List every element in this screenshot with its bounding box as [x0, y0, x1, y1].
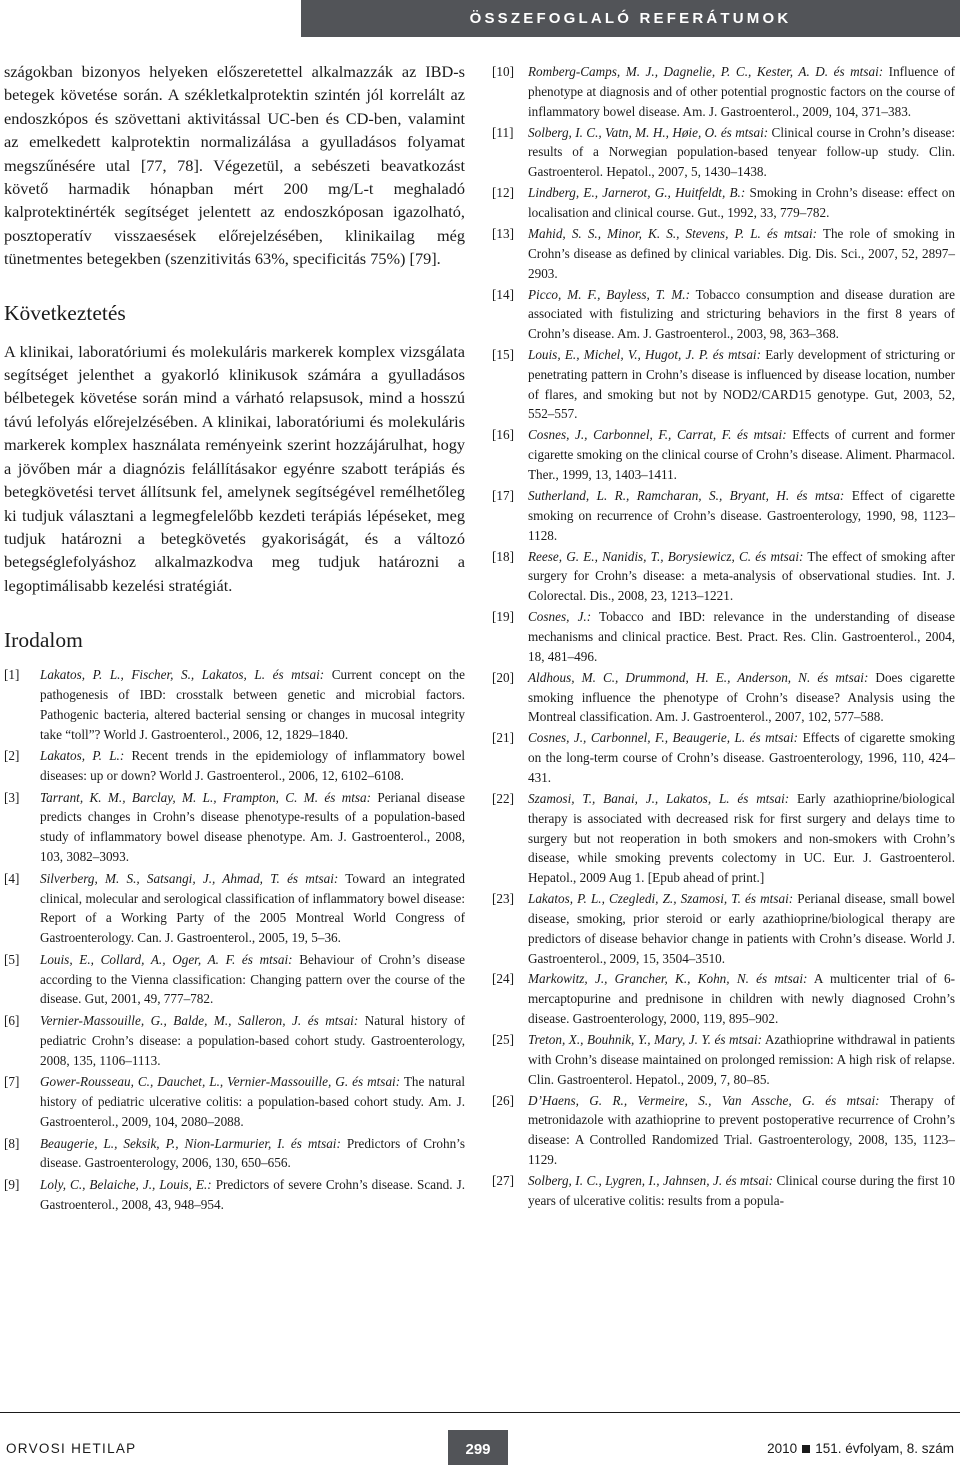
- reference-list-right: [492, 62, 955, 1211]
- reference-text: Behaviour of Crohn’s disease according to the Vienna classification: Changing pattern over the course of the disease. Gut, 2001, 49, 777–782.: [40, 951, 465, 1007]
- reference-text: Azathioprine withdrawal in patients with Crohn’s disease maintained on prolonged remission: A high risk of relapse. Clin. Gastroenterol. Hepatol., 2009, 7, 80–85.: [528, 1032, 955, 1087]
- left-column: [4, 60, 465, 1217]
- reference-item: [492, 345, 955, 424]
- reference-item: [4, 1175, 465, 1215]
- reference-number: [1]: [4, 667, 20, 683]
- reference-number: [27]: [492, 1173, 514, 1189]
- reference-text: A multicenter trial of 6-mercaptopurine and prednisone in children with newly diagnosed Crohn’s disease. Gastroenterology, 2000, 119, 895–902.: [528, 971, 956, 1027]
- reference-text: Perianal disease, small bowel disease, smoking, prior steroid or early azathioprine/biological therapy are predictors of disease behavior change in patients with Crohn’s disease. World J. Gastroenterol., 2009, 15, 3504–3510.: [528, 891, 955, 966]
- reference-item: [492, 62, 955, 121]
- conclusion-paragraph: A klinikai, laboratóriumi és molekuláris markerek komplex vizsgálata segítséget jelenthet a gyakorló klinikusok számára a gyulladásos bélbetegek követése során mind a várható relapsusok, mind a hosszú távú lefolyás előrejelzésében. A klinikai, laboratóriumi és molekuláris markerek komplex használata reményeink szerint hozzájárulhat, hogy a jövőben már a diagnózis felállításakor egyénre szabott terápiás és betegkövetési tervet állítsunk fel, amelynek segítségével remélhetőleg ki tudjuk választani a legmegfelelőbb kezdeti terápiás lépéseket, meg tudjuk határozni a betegkövetés gyakoriságát, és a változó betegséglefolyáshoz alkalmazkodva meg tudjuk határozni a legoptimálisabb kezelési stratégiát.: [4, 341, 465, 595]
- journal-name: ORVOSI HETILAP: [6, 1441, 137, 1456]
- reference-authors: Mahid, S. S., Minor, K. S., Stevens, P. L. és mtsai:: [528, 225, 818, 241]
- reference-number: [24]: [492, 971, 514, 987]
- reference-number: [18]: [492, 548, 514, 564]
- reference-item: [4, 788, 465, 867]
- reference-text: Smoking in Crohn’s disease: effect on localisation and clinical course. Gut., 1992, 33, 779–782.: [528, 185, 955, 220]
- reference-item: [492, 789, 955, 888]
- reference-number: [16]: [492, 427, 514, 443]
- reference-text: Does cigarette smoking influence the phenotype of Crohn’s disease? Analysis using the Montreal classification. Am. J. Gastroenterol., 2007, 102, 577–588.: [528, 669, 955, 725]
- reference-number: [6]: [4, 1013, 20, 1029]
- reference-authors: Beaugerie, L., Seksik, P., Nion-Larmurier, I. és mtsai:: [40, 1135, 341, 1151]
- reference-number: [14]: [492, 286, 514, 302]
- reference-number: [5]: [4, 951, 20, 967]
- reference-authors: Loly, C., Belaiche, J., Louis, E.:: [40, 1177, 212, 1193]
- reference-item: [492, 969, 955, 1028]
- reference-authors: Solberg, I. C., Vatn, M. H., Høie, O. és mtsai:: [528, 124, 769, 140]
- reference-text: Perianal disease predicts changes in Crohn’s disease phenotype-results of a population-based study of inflammatory bowel disease phenotype. Am. J. Gastroenterol., 2008, 103, 3082–3093.: [40, 789, 465, 865]
- reference-text: Predictors of Crohn’s disease. Gastroenterology, 2006, 130, 650–656.: [40, 1135, 465, 1171]
- reference-number: [10]: [492, 64, 514, 79]
- reference-item: [4, 1134, 465, 1174]
- reference-authors: Aldhous, M. C., Drummond, H. E., Anderson, N. és mtsai:: [528, 669, 869, 685]
- reference-text: Tobacco and IBD: relevance in the understanding of disease mechanisms and clinical practice. Best. Pract. Res. Clin. Gastroenterol., 2004, 18, 481–496.: [528, 609, 955, 664]
- issue-info: [767, 1441, 954, 1456]
- reference-item: [4, 869, 465, 948]
- section-header: ÖSSZEFOGLALÓ REFERÁTUMOK: [301, 0, 960, 37]
- reference-item: [492, 607, 955, 666]
- reference-text: Predictors of severe Crohn’s disease. Scand. J. Gastroenterol., 2008, 43, 948–954.: [40, 1177, 466, 1212]
- reference-authors: Romberg-Camps, M. J., Dagnelie, P. C., Kester, A. D. és mtsai:: [528, 64, 884, 79]
- reference-item: [492, 728, 955, 787]
- reference-text: Early development of stricturing or penetrating pattern in Crohn’s disease is influenced by disease location, number of flares, and smoking but not by NOD2/CARD15 genotype. Gut, 2003, 52, 552–557.: [528, 347, 955, 422]
- reference-authors: Lakatos, P. L., Czegledi, Z., Szamosi, T. és mtsai:: [528, 891, 794, 907]
- reference-authors: Louis, E., Michel, V., Hugot, J. P. és mtsai:: [528, 347, 761, 363]
- reference-text: Current concept on the pathogenesis of IBD: crosstalk between genetic and microbial factors. Pathogenic bacteria, altered bacterial sensing or changes in mucosal integrity take “toll”? World J. Gastroenterol., 2006, 12, 1829–1840.: [40, 667, 465, 742]
- reference-number: [11]: [492, 124, 514, 140]
- reference-authors: Sutherland, L. R., Ramcharan, S., Bryant, H. és mtsa:: [528, 488, 845, 504]
- reference-number: [22]: [492, 790, 514, 806]
- reference-text: Toward an integrated clinical, molecular and serological classification of inflammatory bowel disease: Report of a Working Party of the 2005 Montreal World Congress of Gastroenterology. Can. J. Gastroenterol., 2005, 19, 5–36.: [40, 870, 466, 946]
- reference-item: [492, 183, 955, 223]
- reference-number: [21]: [492, 730, 514, 746]
- reference-number: [25]: [492, 1032, 514, 1048]
- reference-authors: Vernier-Massouille, G., Balde, M., Salleron, J. és mtsai:: [40, 1013, 359, 1029]
- reference-text: Therapy of metronidazole with azathioprine to prevent postoperative recurrence of Crohn’s disease: A Controlled Randomized Trial. Gastroenterology, 2008, 135, 1123–1129.: [528, 1092, 955, 1168]
- reference-text: Effects of current and former cigarette smoking on the clinical course of Crohn’s disease. Aliment. Pharmacol. Ther., 1999, 13, 1403–1411.: [528, 427, 955, 483]
- issue-year: 2010: [767, 1441, 798, 1456]
- reference-text: The effect of smoking after surgery for Crohn’s disease: a meta-analysis of observational studies. Int. J. Colorectal. Dis., 2008, 23, 1213–1221.: [528, 548, 955, 604]
- reference-text: Tobacco consumption and disease duration are associated with fistulizing and stricturing behaviors in the first 8 years of Crohn’s disease. Am. J. Gastroenterol., 2003, 98, 363–368.: [528, 286, 955, 342]
- reference-authors: Lakatos, P. L., Fischer, S., Lakatos, L. és mtsai:: [40, 667, 325, 683]
- references-heading: Irodalom: [4, 628, 83, 653]
- reference-authors: Picco, M. F., Bayless, T. M.:: [528, 286, 690, 302]
- reference-authors: Markowitz, J., Grancher, K., Kohn, N. és mtsai:: [528, 971, 808, 987]
- reference-authors: Solberg, I. C., Lygren, I., Jahnsen, J. és mtsai:: [528, 1173, 774, 1189]
- reference-number: [20]: [492, 669, 514, 685]
- reference-item: [492, 1091, 955, 1170]
- reference-authors: Louis, E., Collard, A., Oger, A. F. és mtsai:: [40, 951, 293, 967]
- reference-authors: Cosnes, J.:: [528, 609, 592, 625]
- reference-number: [23]: [492, 891, 514, 907]
- reference-number: [13]: [492, 225, 514, 241]
- issue-volume: 151. évfolyam, 8. szám: [815, 1441, 954, 1456]
- right-column: [492, 62, 955, 1212]
- reference-number: [2]: [4, 748, 20, 764]
- reference-number: [19]: [492, 609, 514, 625]
- reference-item: [492, 425, 955, 484]
- intro-paragraph: szágokban bizonyos helyeken előszeretettel alkalmazzák az IBD-s betegek követése során. A székletkalprotektin szintén jól korrelált az endoszkópos és szövettani aktivitással UC-ben és CD-ben, valamint az emelkedett kalprotektin normalizálása a gyulladásos folyamat megszűnésére utal [77, 78]. Végezetül, a sebészeti beavatkozást követő harmadik hónapban mért 200 mg/L-t meghaladó kalprotektinérték segítséget jelentett az endoszkóposan igazolható, posztoperatív visszaesések előrejelzésében, klinikailag még tünetmentes betegekben (szenzitivitás 63%, specificitás 75%) [79].: [4, 62, 465, 269]
- reference-text: Influence of phenotype at diagnosis and of other potential prognostic factors on the course of inflammatory bowel disease. Am. J. Gastroenterol., 2009, 104, 371–383.: [528, 64, 955, 119]
- reference-item: [4, 1011, 465, 1070]
- reference-authors: Szamosi, T., Banai, J., Lakatos, L. és mtsai:: [528, 790, 790, 806]
- reference-authors: Lindberg, E., Jarnerot, G., Huitfeldt, B.:: [528, 185, 746, 201]
- reference-list-left: [4, 665, 465, 1215]
- reference-text: The natural history of pediatric ulcerative colitis: a population-based cohort study. Am. J. Gastroenterol., 2009, 104, 2080–2088.: [40, 1074, 465, 1129]
- reference-number: [17]: [492, 488, 514, 504]
- reference-number: [26]: [492, 1092, 514, 1108]
- reference-item: [492, 889, 955, 968]
- reference-text: Effects of cigarette smoking on the long-term course of Crohn’s disease. Gastroenterology, 1996, 110, 424–431.: [528, 730, 955, 785]
- conclusion-heading: Következtetés: [4, 300, 126, 325]
- reference-authors: Lakatos, P. L.:: [40, 748, 125, 764]
- page-number: 299: [448, 1430, 508, 1465]
- reference-text: Early azathioprine/biological therapy is associated with decreased risk for first surgery and delays time to surgery but not reoperation in both smokers and non-smokers with Crohn’s disease, while smoking prevents colectomy in UC. Eur. J. Gastroenterol. Hepatol., 2009 Aug 1. [Epub ahead of print.]: [528, 790, 955, 886]
- reference-authors: Treton, X., Bouhnik, Y., Mary, J. Y. és mtsai:: [528, 1032, 763, 1048]
- reference-authors: Silverberg, M. S., Satsangi, J., Ahmad, T. és mtsai:: [40, 870, 339, 886]
- reference-item: [492, 285, 955, 344]
- reference-item: [4, 746, 465, 786]
- reference-text: Recent trends in the epidemiology of inflammatory bowel diseases: up or down? World J. Gastroenterol., 2006, 12, 6102–6108.: [40, 748, 465, 783]
- footer-divider: [0, 1412, 960, 1413]
- reference-authors: Cosnes, J., Carbonnel, F., Beaugerie, L. és mtsai:: [528, 730, 799, 746]
- reference-item: [492, 123, 955, 182]
- reference-number: [3]: [4, 789, 20, 805]
- reference-text: Clinical course in Crohn’s disease: results of a Norwegian population-based tenyear follow-up study. Clin. Gastroenterol. Hepatol., 2007, 5, 1430–1438.: [528, 124, 956, 180]
- reference-number: [7]: [4, 1074, 20, 1090]
- reference-authors: D’Haens, G. R., Vermeire, S., Van Assche, G. és mtsai:: [528, 1092, 880, 1108]
- reference-authors: Reese, G. E., Nanidis, T., Borysiewicz, C. és mtsai:: [528, 548, 804, 564]
- reference-text: Natural history of pediatric Crohn’s disease: a population-based cohort study. Gastroenterology, 2008, 135, 1106–1113.: [40, 1013, 465, 1068]
- reference-text: The role of smoking in Crohn’s disease as defined by clinical variables. Dig. Dis. Sci., 2007, 52, 2897–2903.: [528, 225, 955, 281]
- reference-authors: Gower-Rousseau, C., Dauchet, L., Vernier-Massouille, G. és mtsai:: [40, 1074, 401, 1090]
- reference-item: [492, 668, 955, 727]
- reference-text: Clinical course during the first 10 years of ulcerative colitis: results from a popula-: [528, 1173, 955, 1208]
- reference-number: [15]: [492, 347, 514, 363]
- reference-number: [9]: [4, 1177, 20, 1193]
- reference-number: [12]: [492, 185, 514, 201]
- reference-item: [492, 486, 955, 545]
- reference-item: [492, 547, 955, 606]
- reference-item: [492, 224, 955, 283]
- reference-item: [4, 950, 465, 1009]
- reference-number: [4]: [4, 870, 20, 886]
- separator-square-icon: [802, 1445, 810, 1453]
- reference-authors: Cosnes, J., Carbonnel, F., Carrat, F. és mtsai:: [528, 427, 787, 443]
- reference-item: [492, 1030, 955, 1089]
- reference-authors: Tarrant, K. M., Barclay, M. L., Frampton, C. M. és mtsa:: [40, 789, 372, 805]
- reference-text: Effect of cigarette smoking on recurrence of Crohn’s disease. Gastroenterology, 1990, 98, 1123–1128.: [528, 488, 955, 543]
- reference-item: [4, 1072, 465, 1131]
- reference-item: [492, 1171, 955, 1211]
- reference-number: [8]: [4, 1135, 20, 1151]
- reference-item: [4, 665, 465, 744]
